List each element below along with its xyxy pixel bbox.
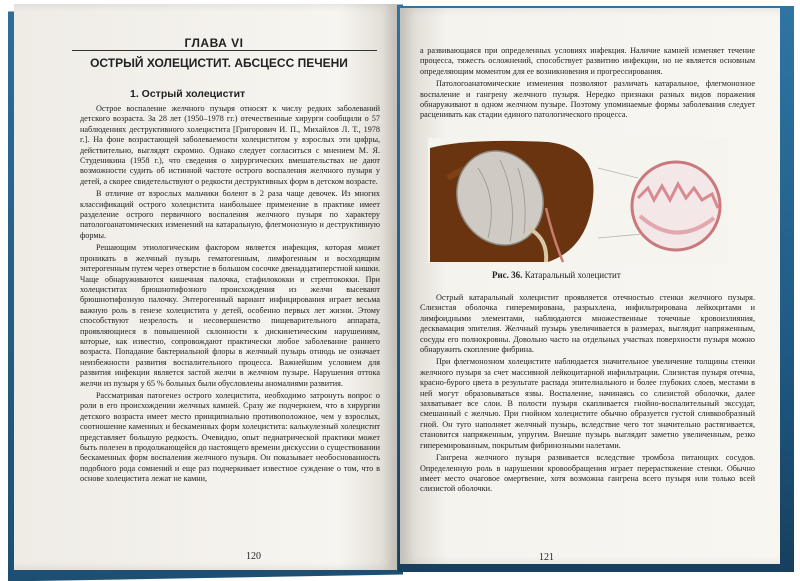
left-body-text (80, 104, 380, 487)
chapter-label: ГЛАВА VI (184, 36, 244, 50)
paragraph: Рассматривая патогенез острого холецистита, необходимо затронуть вопрос о роли в его происхождении желчных камней. Сразу же подчеркнем, что в хирургии детского возраста имеет место принципиально противоположное, чем у взрослых, соотношение каменных и бескаменных форм холецистита: калькулезный холецистит представляет большую редкость. Очевидно, опыт педиатрической практики может быть полезен в продолжающейся до настоящего времени дискуссии о существовании бескаменных форм воспаления желчного пузыря. Он показывает необоснованность подобного рода сомнений и еще раз подчеркивает известное суждение о том, что в основе холецистита лежат не камни, (80, 390, 380, 484)
page-number: 121 (539, 552, 554, 563)
page-number: 120 (246, 551, 261, 562)
gallbladder-illustration (428, 138, 728, 263)
right-top-text (420, 46, 755, 123)
paragraph: Патологоанатомические изменения позволяют различать катаральное, флегмонозное воспаление и гангрену желчного пузыря. Нередко признаки разных видов поражения обнаруживают в одном желчном пузыре. Поэтому упоминаемые формы заболевания следует расценивать как стадии единого патологического процесса. (420, 79, 755, 120)
paragraph: Гангрена желчного пузыря развивается вследствие тромбоза питающих сосудов. Определенную роль в нарушении кровообращения играет перерастяжение стенки. Обычно имеет место очаговое омертвение, хотя возможна гангрена всего пузыря или только всей слизистой оболочки. (420, 453, 755, 494)
right-page (400, 8, 780, 564)
right-bottom-text (420, 293, 755, 497)
figure-caption-text: Катаральный холецистит (524, 270, 621, 280)
paragraph: В отличие от взрослых мальчики болеют в 2 раза чаще девочек. Из многих классификаций острого холецистита наибольшее применение в практике имеет разделение острого первичного воспаления желчного пузыря по характеру патологоанатомических изменений на катаральную, флегмонозную и деструктивную формы. (80, 189, 380, 240)
figure-caption-label: Рис. 36. (492, 270, 523, 280)
paragraph: Острый катаральный холецистит проявляется отечностью стенки желчного пузыря. Слизистая оболочка гиперемирована, разрыхлена, инфильтрирована лейкоцитами и лимфоидными элементами, наблюдаются множественные точечные кровоизлияния, десквамация эпителия. Желчный пузырь увеличивается в размерах, выглядит напряженным, сосуды его полнокровны. Довольно часто на отдельных участках поверхности пузыря можно обнаружить скопление фибрина. (420, 293, 755, 355)
chapter-divider (72, 50, 377, 51)
paragraph: При флегмонозном холецистите наблюдается значительное увеличение толщины стенки желчного пузыря за счет массивной лейкоцитарной инфильтрации. Слизистая пузыря отечна, красно-бурого цвета в результате распада эпителиального и более глубоких слоев, местами в ней могут образовываться язвы. Воспаление, начинаясь со слизистой оболочки, далее захватывает все слои. В полости пузыря скапливается гнойно-воспалительный экссудат, смешанный с желчью. При гнойном холецистите обычно образуется густой сливкообразный гной. Он туго наполняет желчный пузырь, вследствие чего тот значительно растягивается, становится напряженным, упругим. Внешне пузырь выглядит заметно увеличенным, резко гиперемированным, покрытым фибринозными налетами. (420, 357, 755, 450)
chapter-title: ОСТРЫЙ ХОЛЕЦИСТИТ. АБСЦЕСС ПЕЧЕНИ (90, 56, 348, 70)
section-title: 1. Острый холецистит (130, 88, 246, 100)
paragraph: а развивающаяся при определенных условиях инфекция. Наличие камней изменяет течение процесса, тяжесть осложнений, способствует развитию инфекции, но не является основным определяющим моментом для ее возникновения и прогрессирования. (420, 46, 755, 76)
figure-caption (492, 270, 621, 280)
left-page (14, 4, 397, 570)
tissue-section (632, 162, 720, 250)
paragraph: Решающим этиологическим фактором является инфекция, которая может проникать в желчный пузырь гематогенным, лимфогенным и восходящим энтерогенным путем через отверстие в большом сосочке двенадцатиперстной кишки. Чаще обнаруживаются кишечная палочка, стафилококки и стрептококки. При холециститах брюшнотифозного происхождения из желчи высевают брюшнотифозную палочку. Энтерогенный вариант инфицирования играет весьма важную роль в генезе холецистита у детей, особенно первых лет жизни. Этому способствуют незрелость и несовершенство пищеварительного аппарата, проявляющиеся в повышенной склонности к дискинетическим нарушениям, которые, как известно, сопровождают практически любое заболевание раннего возраста. Попадание бактериальной флоры в желчный пузырь отнюдь не означает неизбежности развития воспалительного процесса. Важнейшим условием для развития инфекции является застой желчи в желчном пузыре. Нарушения оттока желчи из пузыря у 65 % больных были обусловлены аномалиями развития. (80, 243, 380, 388)
paragraph: Острое воспаление желчного пузыря относят к числу редких заболеваний детского возраста. За 28 лет (1950–1978 гг.) отечественные хирурги сообщили о 57 наблюдениях деструктивного холецистита [Григорович И. П., Михайлов Л. Т., 1978 г.]. На фоне возрастающей заболеваемости холециститом у взрослых эти цифры, действительно, выглядят скромно. Однако следует согласиться с мнением М. Я. Студеникина (1958 г.), что сведения о хирургических вмешательствах не дают возможности судить об истинной частоте острого воспаления желчного пузыря у детей, а скорее свидетельствуют о редкости деструктивных форм в детском возрасте. (80, 104, 380, 186)
